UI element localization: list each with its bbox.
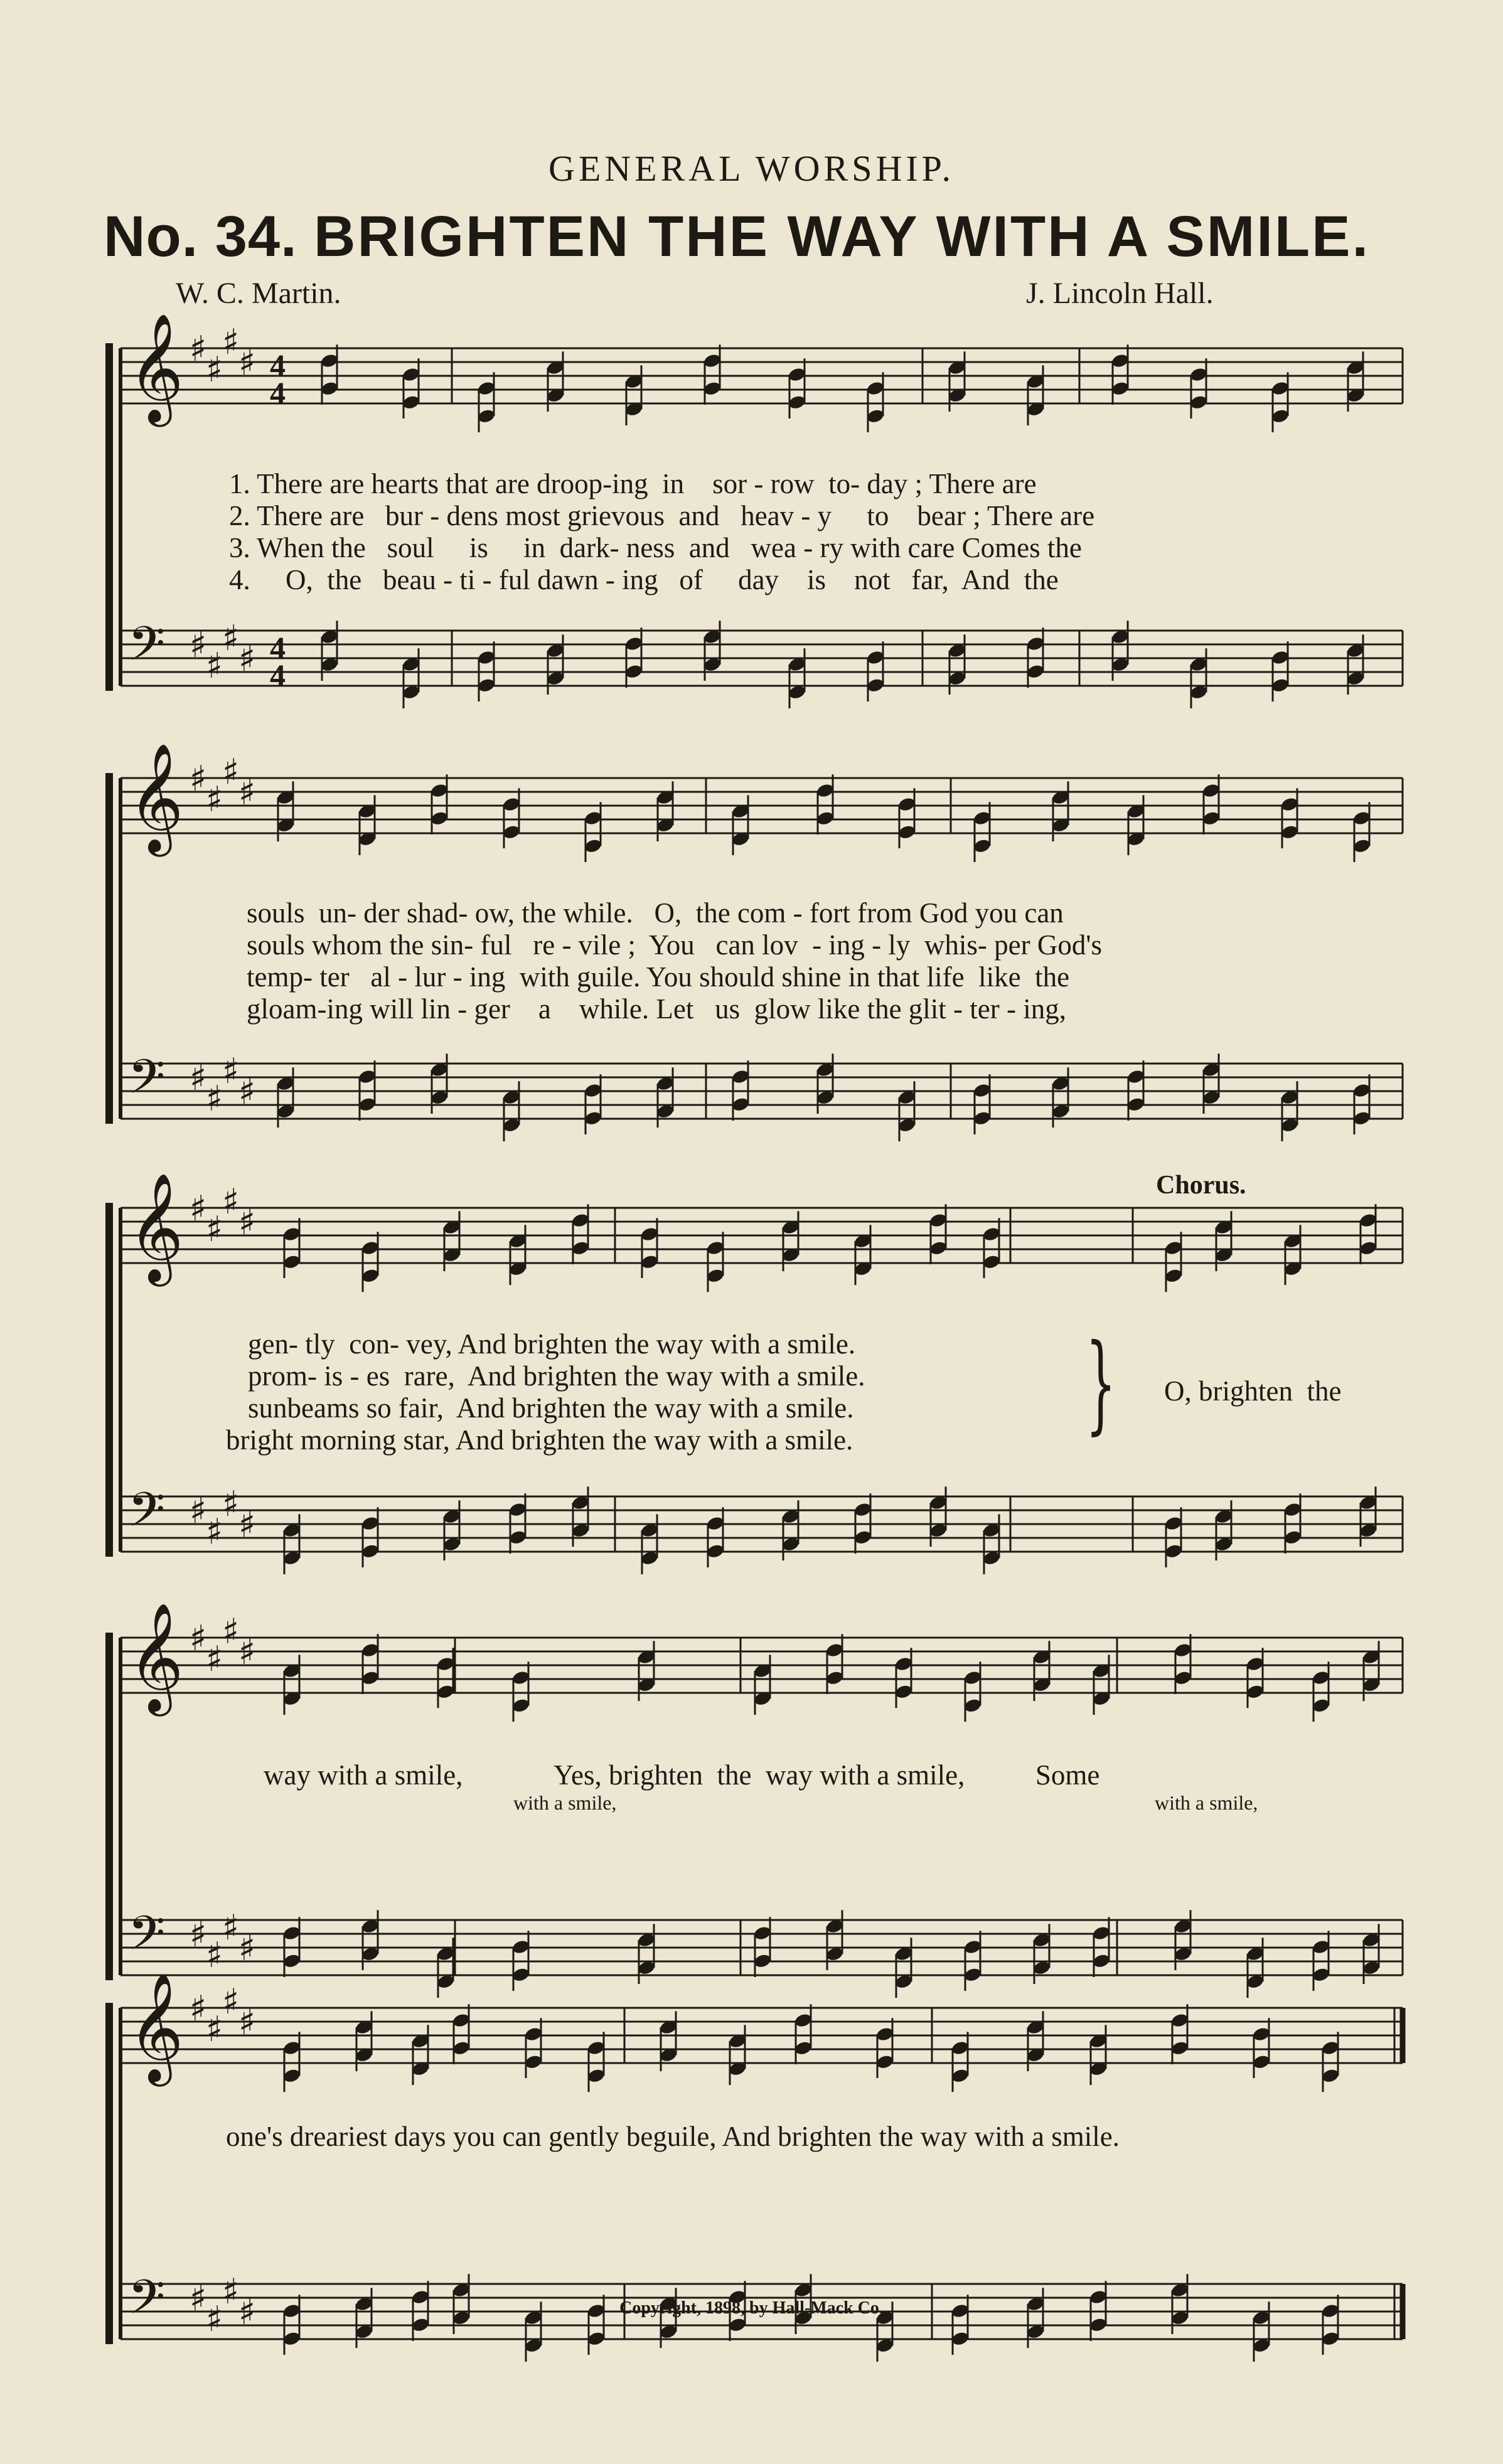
verse-line-2-system-1: 2. There are bur - dens most grievous and heav - y to bear ; There are — [229, 500, 1095, 531]
section-heading: GENERAL WORSHIP. — [548, 148, 955, 189]
key-sharp: ♯ — [190, 759, 207, 799]
verse-line-4-system-1: 4. O, the beau - ti - ful dawn - ing of day is not far, And the — [229, 564, 1059, 595]
key-sharp: ♯ — [206, 1639, 223, 1680]
key-sharp: ♯ — [238, 772, 256, 813]
lyricist-credit: W. C. Martin. — [176, 277, 341, 310]
key-sharp: ♯ — [238, 1928, 256, 1969]
verse-line-3-system-3: sunbeams so fair, And brighten the way with a smile. — [248, 1392, 854, 1424]
hymn-title: BRIGHTEN THE WAY WITH A SMILE. — [314, 205, 1371, 269]
bass-clef: 𝄢 — [128, 616, 166, 683]
verse-line-1-system-3: gen- tly con- vey, And brighten the way with a smile. — [248, 1328, 856, 1360]
key-sharp: ♯ — [190, 1988, 207, 2029]
chorus-line-2: way with a smile, Yes, brighten the way with a smile, Some — [264, 1759, 1100, 1791]
key-sharp: ♯ — [190, 1058, 207, 1099]
key-sharp: ♯ — [206, 349, 223, 390]
key-sharp: ♯ — [190, 1618, 207, 1659]
key-sharp: ♯ — [206, 1512, 223, 1552]
treble-clef: 𝄞 — [128, 743, 184, 852]
bass-clef: 𝄢 — [128, 1482, 166, 1549]
key-sharp: ♯ — [190, 1188, 207, 1229]
bass-clef: 𝄢 — [128, 1049, 166, 1116]
key-sharp: ♯ — [206, 2299, 223, 2340]
verse-line-4-system-2: gloam-ing will lin - ger a while. Let us glow like the glit - ter - ing, — [247, 993, 1066, 1025]
time-signature-bottom: 4 — [270, 375, 286, 410]
key-sharp: ♯ — [206, 2009, 223, 2050]
key-sharp: ♯ — [206, 1209, 223, 1250]
copyright-notice: Copyright, 1898, by Hall-Mack Co. — [619, 2298, 884, 2318]
bass-clef: 𝄢 — [128, 2269, 166, 2337]
key-sharp: ♯ — [222, 1907, 240, 1948]
key-sharp: ♯ — [222, 2271, 240, 2312]
key-sharp: ♯ — [222, 1484, 240, 1525]
verse-line-1-system-2: souls un- der shad- ow, the while. O, the com - fort from God you can — [247, 897, 1064, 929]
key-sharp: ♯ — [190, 625, 207, 666]
key-sharp: ♯ — [222, 1981, 240, 2022]
bass-clef: 𝄢 — [128, 1906, 166, 1973]
verse-line-1-system-1: 1. There are hearts that are droop-ing in sor - row to- day ; There are — [229, 468, 1037, 499]
key-sharp: ♯ — [238, 2002, 256, 2043]
key-sharp: ♯ — [238, 1632, 256, 1673]
verse-line-2-system-3: prom- is - es rare, And brighten the way with a smile. — [248, 1360, 865, 1392]
key-sharp: ♯ — [222, 1611, 240, 1652]
verse-line-3-system-1: 3. When the soul is in dark- ness and wea - ry with care Comes the — [229, 532, 1082, 563]
time-signature-bottom: 4 — [270, 658, 286, 693]
hymn-number: No. 34. — [104, 205, 297, 269]
key-sharp: ♯ — [222, 1051, 240, 1092]
key-sharp: ♯ — [222, 322, 240, 363]
chorus-line-1: O, brighten the — [1164, 1375, 1342, 1407]
key-sharp: ♯ — [238, 1505, 256, 1545]
chorus-label: Chorus. — [1156, 1171, 1246, 1200]
verse-line-4-system-3: bright morning star, And brighten the way with a smile. — [226, 1424, 853, 1456]
time-signature-top: 4 — [270, 348, 286, 383]
chorus-echo-2: with a smile, — [1155, 1791, 1258, 1814]
key-sharp: ♯ — [222, 752, 240, 792]
key-sharp: ♯ — [238, 1202, 256, 1243]
key-sharp: ♯ — [206, 1935, 223, 1976]
key-sharp: ♯ — [238, 343, 256, 383]
key-sharp: ♯ — [206, 779, 223, 820]
key-sharp: ♯ — [190, 1914, 207, 1955]
composer-credit: J. Lincoln Hall. — [1026, 277, 1214, 310]
key-sharp: ♯ — [222, 618, 240, 659]
key-sharp: ♯ — [206, 646, 223, 686]
chorus-echo-1: with a smile, — [513, 1791, 617, 1814]
treble-clef: 𝄞 — [128, 1173, 184, 1282]
treble-clef: 𝄞 — [128, 1603, 184, 1712]
chorus-line-3: one's dreariest days you can gently beguile, And brighten the way with a smile. — [226, 2121, 1120, 2152]
key-sharp: ♯ — [190, 329, 207, 370]
verse-brace: } — [1085, 1321, 1116, 1446]
treble-clef: 𝄞 — [128, 1973, 184, 2082]
key-sharp: ♯ — [190, 1491, 207, 1532]
key-sharp: ♯ — [222, 1181, 240, 1222]
key-sharp: ♯ — [190, 2278, 207, 2319]
verse-line-2-system-2: souls whom the sin- ful re - vile ; You can lov - ing - ly whis- per God's — [247, 929, 1102, 961]
key-sharp: ♯ — [238, 2292, 256, 2333]
treble-clef: 𝄞 — [128, 313, 184, 422]
key-sharp: ♯ — [238, 639, 256, 680]
key-sharp: ♯ — [206, 1079, 223, 1119]
time-signature-top: 4 — [270, 630, 286, 665]
key-sharp: ♯ — [238, 1072, 256, 1112]
verse-line-3-system-2: temp- ter al - lur - ing with guile. You should shine in that life like the — [247, 961, 1070, 993]
